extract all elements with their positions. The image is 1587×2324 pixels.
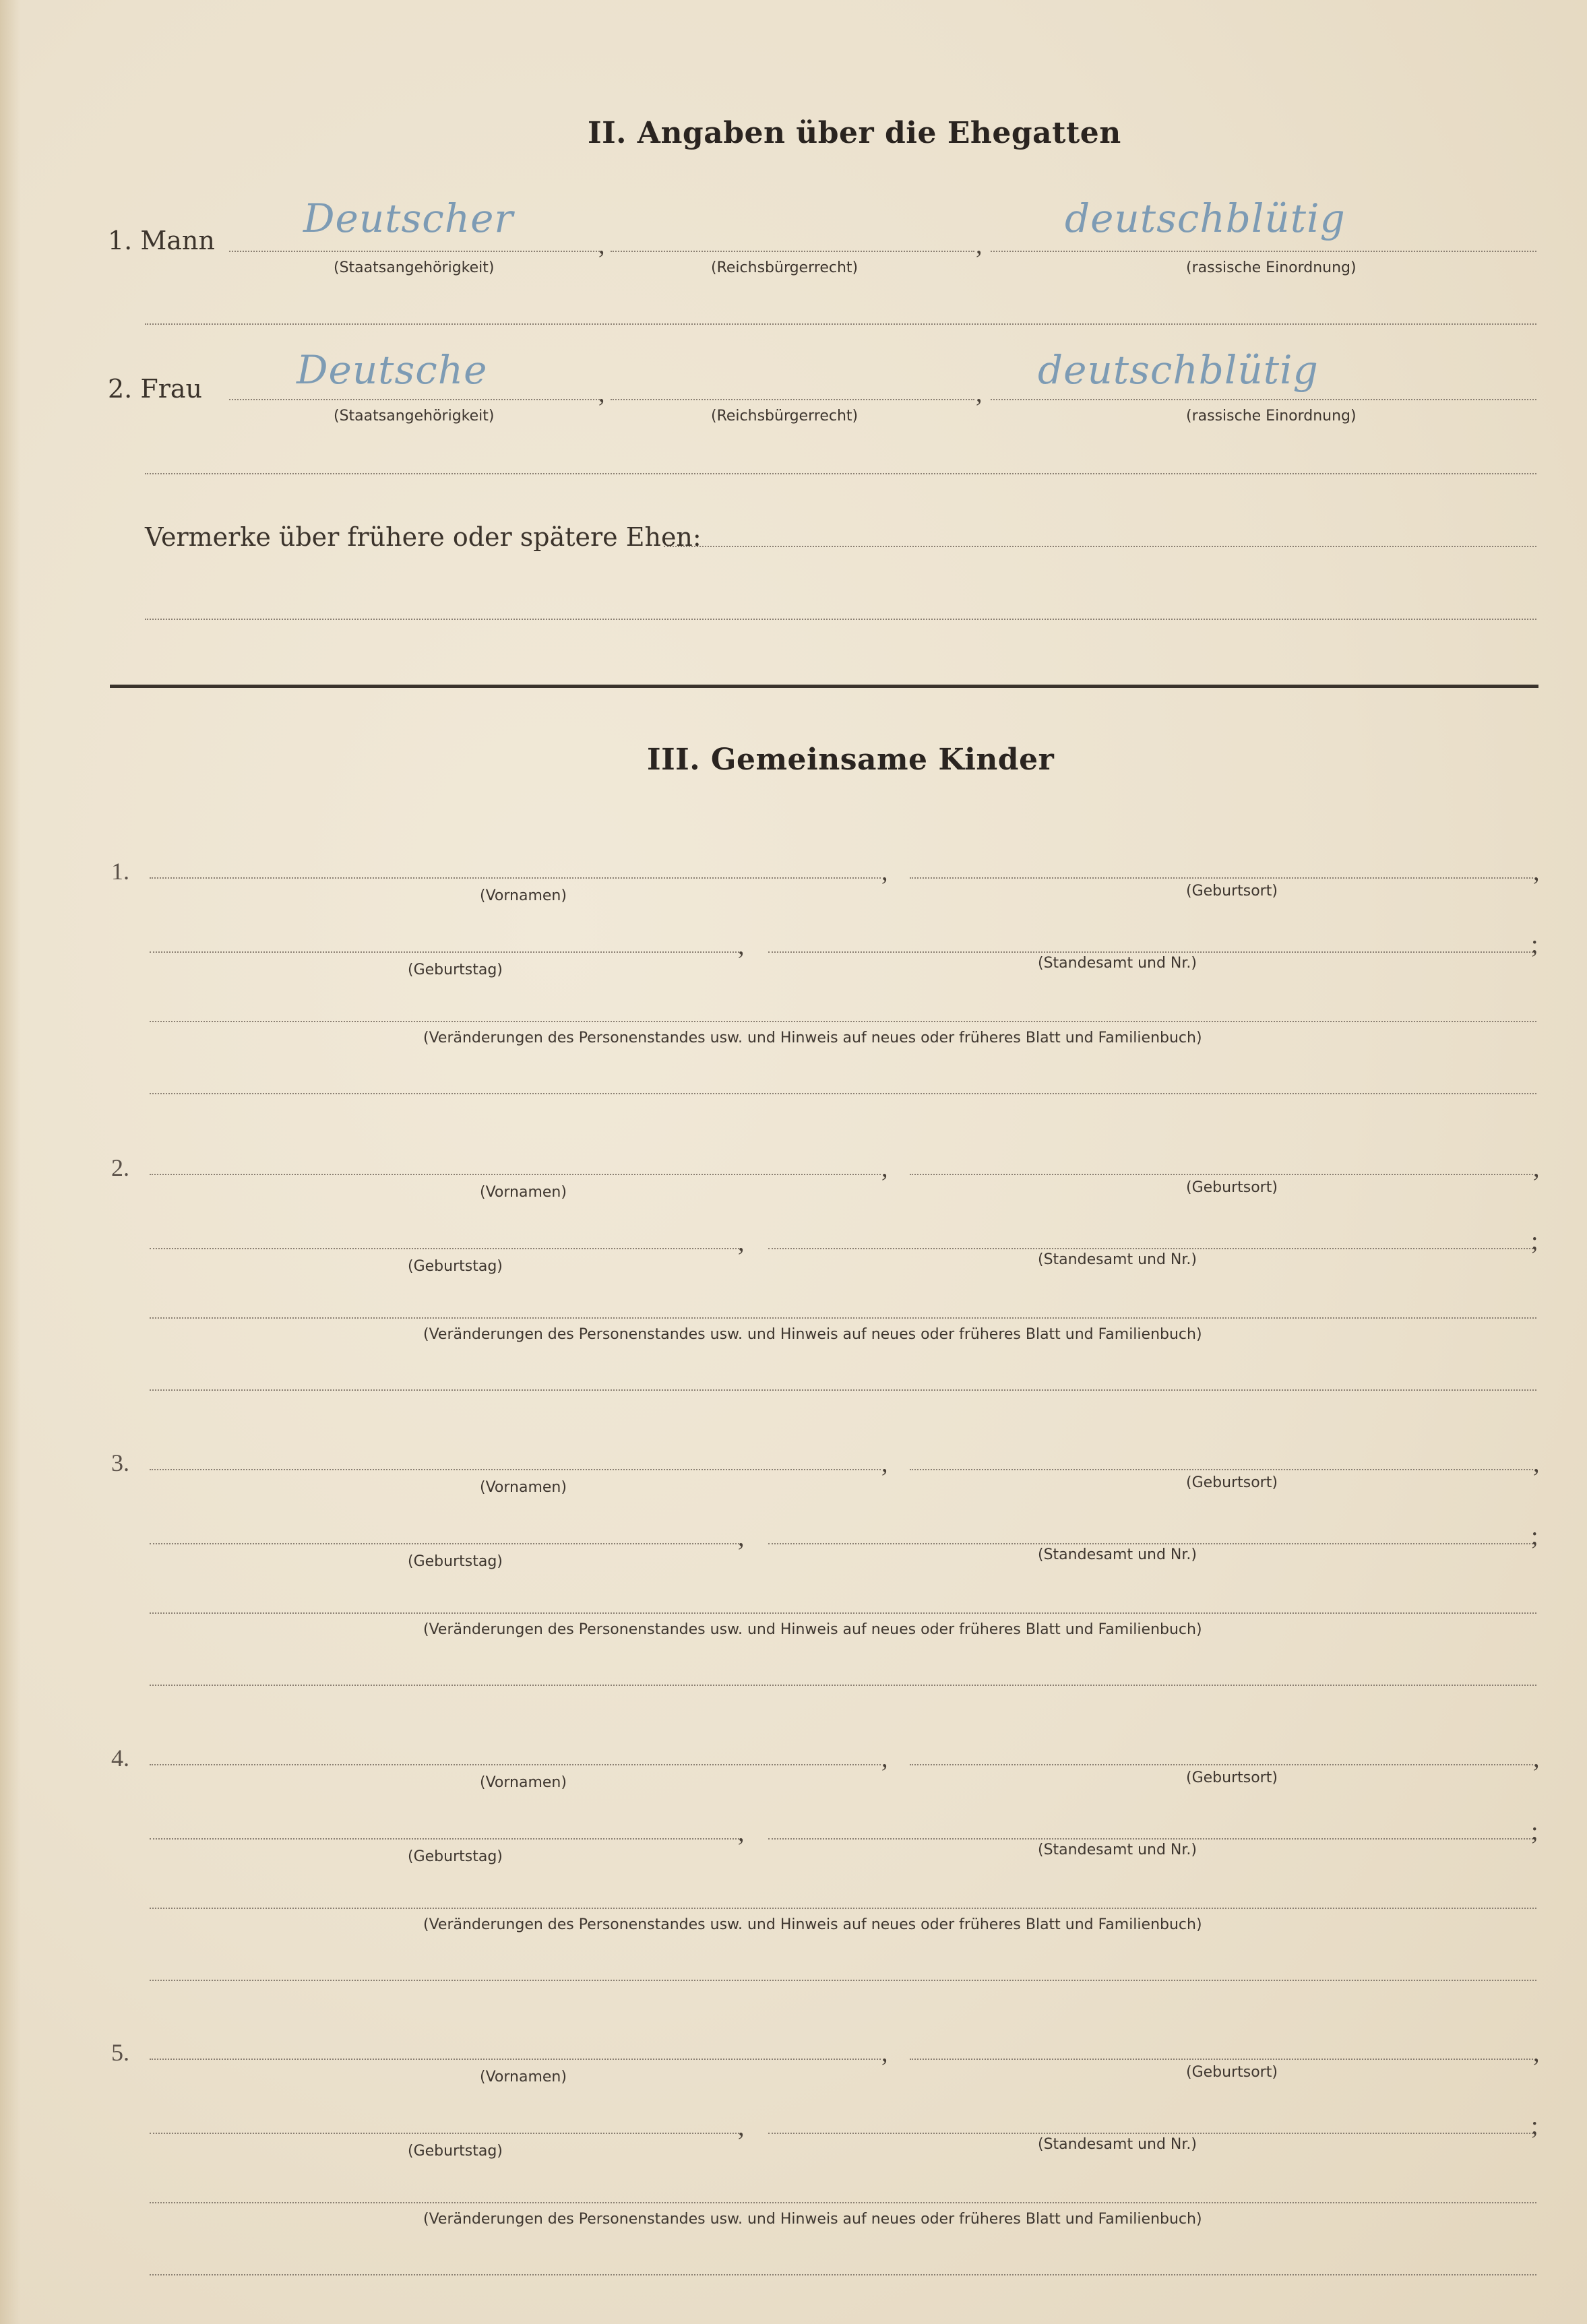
caption-vornamen: (Vornamen) (480, 1774, 567, 1791)
semicolon: ; (1531, 1817, 1538, 1846)
child-geburtstag-line[interactable] (150, 1543, 739, 1544)
mann-reichsbuerger-line[interactable] (611, 251, 974, 252)
child-geburtsort-line[interactable] (910, 877, 1533, 879)
child-veraenderungen-line[interactable] (150, 1021, 1536, 1022)
child-veraenderungen-line[interactable] (150, 1612, 1536, 1614)
child-standesamt-line[interactable] (768, 2133, 1533, 2134)
mann-nationality-line[interactable] (229, 251, 600, 252)
caption-standesamt: (Standesamt und Nr.) (1038, 1842, 1197, 1858)
caption-veraenderungen: (Veränderungen des Personenstandes usw. und Hinweis auf neues oder früheres Blatt und Familienbuch) (423, 2211, 1202, 2228)
child-vornamen-line[interactable] (150, 2059, 881, 2060)
comma: , (738, 1228, 745, 1257)
comma: , (738, 932, 745, 960)
caption-geburtsort: (Geburtsort) (1186, 1179, 1278, 1196)
caption-veraenderungen: (Veränderungen des Personenstandes usw. und Hinweis auf neues oder früheres Blatt und Familienbuch) (423, 1621, 1202, 1638)
caption-standesamt: (Standesamt und Nr.) (1038, 1251, 1197, 1268)
child-geburtstag-line[interactable] (150, 2133, 739, 2134)
section-title-ehegatten: II. Angaben über die Ehegatten (588, 116, 1121, 150)
child-number: 3. (111, 1449, 129, 1476)
comma: , (738, 2113, 745, 2141)
caption-vornamen: (Vornamen) (480, 887, 567, 904)
frau-nationality-handwriting: Deutsche (297, 347, 488, 393)
child-vornamen-line[interactable] (150, 877, 881, 879)
child-number: 2. (111, 1154, 129, 1181)
semicolon: ; (1531, 1522, 1538, 1550)
page-edge-shadow (0, 0, 20, 2324)
caption-geburtstag: (Geburtstag) (408, 2143, 503, 2160)
child-geburtsort-line[interactable] (910, 1174, 1533, 1175)
caption-standesamt: (Standesamt und Nr.) (1038, 1546, 1197, 1563)
child-standesamt-line[interactable] (768, 1248, 1533, 1249)
comma: , (1533, 1154, 1540, 1183)
child-geburtstag-line[interactable] (150, 951, 739, 953)
vermerke-label: Vermerke über frühere oder spätere Ehen: (145, 522, 702, 552)
child-extra-line[interactable] (150, 1389, 1536, 1391)
frau-classification-handwriting: deutschblütig (1038, 347, 1319, 393)
caption-standesamt: (Standesamt und Nr.) (1038, 2136, 1197, 2153)
mann-classification-line[interactable] (991, 251, 1536, 252)
frau-reichsbuerger-line[interactable] (611, 399, 974, 400)
caption-geburtsort: (Geburtsort) (1186, 2064, 1278, 2081)
caption-reichsbuergerrecht: (Reichsbürgerrecht) (711, 259, 859, 276)
caption-geburtstag: (Geburtstag) (408, 1258, 503, 1275)
child-veraenderungen-line[interactable] (150, 1908, 1536, 1909)
frau-label: 2. Frau (108, 374, 202, 404)
comma: , (1533, 1745, 1540, 1773)
frau-extra-line[interactable] (145, 473, 1536, 474)
caption-reichsbuergerrecht: (Reichsbürgerrecht) (711, 408, 859, 425)
comma: , (881, 1745, 888, 1773)
child-veraenderungen-line[interactable] (150, 1317, 1536, 1319)
caption-vornamen: (Vornamen) (480, 1479, 567, 1496)
child-geburtstag-line[interactable] (150, 1838, 739, 1840)
child-standesamt-line[interactable] (768, 951, 1533, 953)
frau-classification-line[interactable] (991, 399, 1536, 400)
comma: , (1533, 1449, 1540, 1478)
caption-staatsangehoerigkeit: (Staatsangehörigkeit) (334, 408, 495, 425)
child-geburtsort-line[interactable] (910, 2059, 1533, 2060)
vermerke-line-2[interactable] (145, 619, 1536, 620)
caption-veraenderungen: (Veränderungen des Personenstandes usw. und Hinweis auf neues oder früheres Blatt und Familienbuch) (423, 1916, 1202, 1933)
mann-extra-line[interactable] (145, 323, 1536, 325)
caption-vornamen: (Vornamen) (480, 2069, 567, 2085)
caption-standesamt: (Standesamt und Nr.) (1038, 955, 1197, 972)
caption-geburtsort: (Geburtsort) (1186, 883, 1278, 900)
section-divider (110, 685, 1538, 688)
comma: , (881, 858, 888, 886)
child-number: 4. (111, 1745, 129, 1771)
comma: , (738, 1524, 745, 1552)
comma: , (598, 379, 605, 408)
caption-staatsangehoerigkeit: (Staatsangehörigkeit) (334, 259, 495, 276)
frau-nationality-line[interactable] (229, 399, 600, 400)
child-vornamen-line[interactable] (150, 1174, 881, 1175)
comma: , (738, 1819, 745, 1847)
child-standesamt-line[interactable] (768, 1543, 1533, 1544)
child-geburtstag-line[interactable] (150, 1248, 739, 1249)
child-number: 5. (111, 2039, 129, 2066)
child-veraenderungen-line[interactable] (150, 2202, 1536, 2203)
child-extra-line[interactable] (150, 1093, 1536, 1094)
semicolon: ; (1531, 2112, 1538, 2140)
child-standesamt-line[interactable] (768, 1838, 1533, 1840)
child-geburtsort-line[interactable] (910, 1469, 1533, 1470)
mann-classification-handwriting: deutschblütig (1065, 195, 1346, 241)
caption-veraenderungen: (Veränderungen des Personenstandes usw. und Hinweis auf neues oder früheres Blatt und Familienbuch) (423, 1326, 1202, 1343)
comma: , (881, 1449, 888, 1478)
child-vornamen-line[interactable] (150, 1764, 881, 1765)
comma: , (976, 379, 983, 408)
child-extra-line[interactable] (150, 1685, 1536, 1686)
mann-label: 1. Mann (108, 226, 215, 255)
comma: , (881, 2039, 888, 2067)
mann-nationality-handwriting: Deutscher (303, 195, 514, 241)
child-geburtsort-line[interactable] (910, 1764, 1533, 1765)
child-extra-line[interactable] (150, 1980, 1536, 1981)
comma: , (881, 1154, 888, 1183)
caption-rassische-einordnung: (rassische Einordnung) (1186, 259, 1357, 276)
semicolon: ; (1531, 1227, 1538, 1255)
caption-geburtstag: (Geburtstag) (408, 1848, 503, 1865)
child-vornamen-line[interactable] (150, 1469, 881, 1470)
comma: , (1533, 2039, 1540, 2067)
comma: , (598, 231, 605, 259)
caption-rassische-einordnung: (rassische Einordnung) (1186, 408, 1357, 425)
comma: , (1533, 858, 1540, 886)
caption-veraenderungen: (Veränderungen des Personenstandes usw. und Hinweis auf neues oder früheres Blatt und Familienbuch) (423, 1030, 1202, 1046)
comma: , (976, 231, 983, 259)
child-extra-line[interactable] (150, 2274, 1536, 2275)
caption-geburtsort: (Geburtsort) (1186, 1769, 1278, 1786)
section-title-kinder: III. Gemeinsame Kinder (647, 743, 1055, 777)
caption-vornamen: (Vornamen) (480, 1184, 567, 1201)
child-number: 1. (111, 858, 129, 885)
vermerke-line-1[interactable] (664, 546, 1536, 547)
semicolon: ; (1531, 931, 1538, 959)
caption-geburtstag: (Geburtstag) (408, 1553, 503, 1570)
caption-geburtstag: (Geburtstag) (408, 962, 503, 978)
caption-geburtsort: (Geburtsort) (1186, 1474, 1278, 1491)
